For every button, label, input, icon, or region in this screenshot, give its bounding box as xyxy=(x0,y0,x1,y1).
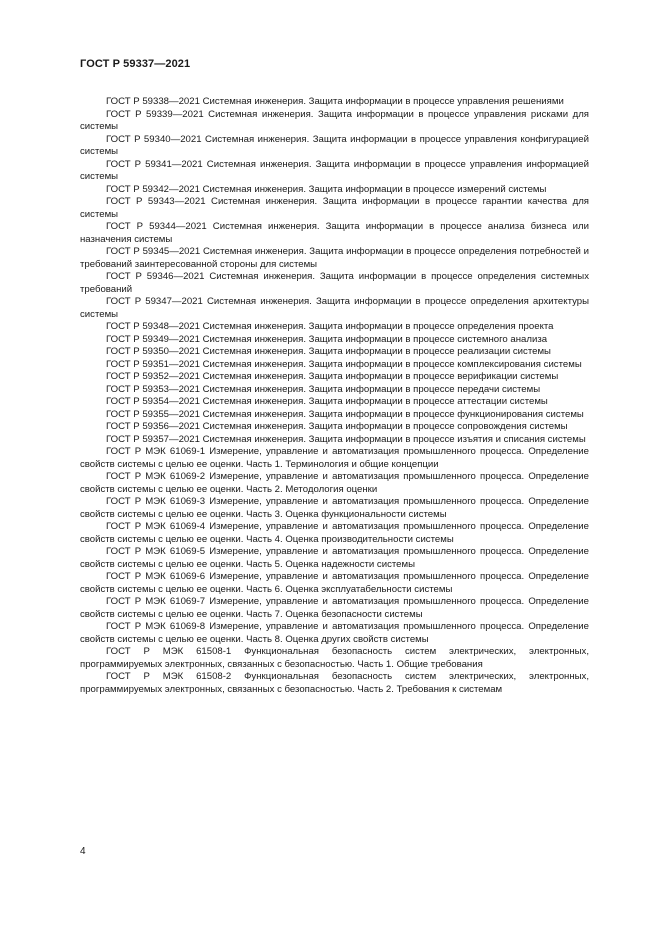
reference-item: ГОСТ Р 59342—2021 Системная инженерия. Защита информации в процессе измерений системы xyxy=(106,183,547,195)
reference-item: ГОСТ Р 59340—2021 Системная инженерия. Защита информации в процессе управления конфигурацией системы xyxy=(80,133,589,157)
reference-item: ГОСТ Р МЭК 61069-5 Измерение, управление и автоматизация промышленного процесса. Определение свойств системы с целью ее оценки. Часть 5. Оценка надежности системы xyxy=(80,546,589,570)
reference-item: ГОСТ Р 59353—2021 Системная инженерия. Защита информации в процессе передачи системы xyxy=(106,383,541,395)
reference-item: ГОСТ Р 59338—2021 Системная инженерия. Защита информации в процессе управления решениями xyxy=(106,96,564,107)
reference-item: ГОСТ Р МЭК 61508-2 Функциональная безопасность систем электрических, электронных, программируемых электронных, связанных с безопасностью. Часть 2. Требования к системам xyxy=(80,671,589,695)
reference-item: ГОСТ Р 59349—2021 Системная инженерия. Защита информации в процессе системного анализа xyxy=(106,333,548,345)
reference-item: ГОСТ Р 59352—2021 Системная инженерия. Защита информации в процессе верификации системы xyxy=(106,371,559,382)
reference-item: ГОСТ Р 59341—2021 Системная инженерия. Защита информации в процессе управления информацией системы xyxy=(80,158,589,182)
reference-item: ГОСТ Р МЭК 61069-3 Измерение, управление и автоматизация промышленного процесса. Определение свойств системы с целью ее оценки. Часть 3. Оценка функциональности системы xyxy=(80,496,589,520)
reference-item: ГОСТ Р 59350—2021 Системная инженерия. Защита информации в процессе реализации системы xyxy=(106,346,551,357)
reference-item: ГОСТ Р МЭК 61069-4 Измерение, управление и автоматизация промышленного процесса. Определение свойств системы с целью ее оценки. Часть 4. Оценка производительности системы xyxy=(80,521,589,545)
reference-list xyxy=(80,96,589,696)
reference-item: ГОСТ Р 59339—2021 Системная инженерия. Защита информации в процессе управления рисками для системы xyxy=(80,108,589,132)
reference-item: ГОСТ Р 59345—2021 Системная инженерия. Защита информации в процессе определения потребностей и требований заинтересованной стороны для системы xyxy=(80,246,589,270)
reference-item: ГОСТ Р МЭК 61069-1 Измерение, управление и автоматизация промышленного процесса. Определение свойств системы с целью ее оценки. Часть 1. Терминология и общие концепции xyxy=(80,446,589,470)
reference-item: ГОСТ Р 59357—2021 Системная инженерия. Защита информации в процессе изъятия и списания системы xyxy=(106,433,586,445)
reference-item: ГОСТ Р 59344—2021 Системная инженерия. Защита информации в процессе анализа бизнеса или назначения системы xyxy=(80,221,589,245)
reference-item: ГОСТ Р 59356—2021 Системная инженерия. Защита информации в процессе сопровождения системы xyxy=(106,421,568,432)
reference-item: ГОСТ Р 59343—2021 Системная инженерия. Защита информации в процессе гарантии качества для системы xyxy=(80,196,589,220)
reference-item: ГОСТ Р МЭК 61069-8 Измерение, управление и автоматизация промышленного процесса. Определение свойств системы с целью ее оценки. Часть 8. Оценка других свойств системы xyxy=(80,621,589,645)
reference-item: ГОСТ Р 59346—2021 Системная инженерия. Защита информации в процессе определения системных требований xyxy=(80,271,589,295)
page-number: 4 xyxy=(80,846,86,857)
reference-item: ГОСТ Р 59348—2021 Системная инженерия. Защита информации в процессе определения проекта xyxy=(106,321,554,332)
reference-item: ГОСТ Р 59347—2021 Системная инженерия. Защита информации в процессе определения архитектуры системы xyxy=(80,296,589,320)
reference-item: ГОСТ Р МЭК 61069-7 Измерение, управление и автоматизация промышленного процесса. Определение свойств системы с целью ее оценки. Часть 7. Оценка безопасности системы xyxy=(80,596,589,620)
reference-item: ГОСТ Р МЭК 61069-6 Измерение, управление и автоматизация промышленного процесса. Определение свойств системы с целью ее оценки. Часть 6. Оценка эксплуатабельности системы xyxy=(80,571,589,595)
reference-item: ГОСТ Р МЭК 61508-1 Функциональная безопасность систем электрических, электронных, программируемых электронных, связанных с безопасностью. Часть 1. Общие требования xyxy=(80,646,589,670)
reference-item: ГОСТ Р 59354—2021 Системная инженерия. Защита информации в процессе аттестации системы xyxy=(106,396,548,407)
reference-item: ГОСТ Р МЭК 61069-2 Измерение, управление и автоматизация промышленного процесса. Определение свойств системы с целью ее оценки. Часть 2. Методология оценки xyxy=(80,471,589,495)
reference-item: ГОСТ Р 59355—2021 Системная инженерия. Защита информации в процессе функционирования системы xyxy=(106,408,584,420)
reference-item: ГОСТ Р 59351—2021 Системная инженерия. Защита информации в процессе комплексирования системы xyxy=(106,358,582,370)
document-id-header: ГОСТ Р 59337—2021 xyxy=(80,58,191,70)
